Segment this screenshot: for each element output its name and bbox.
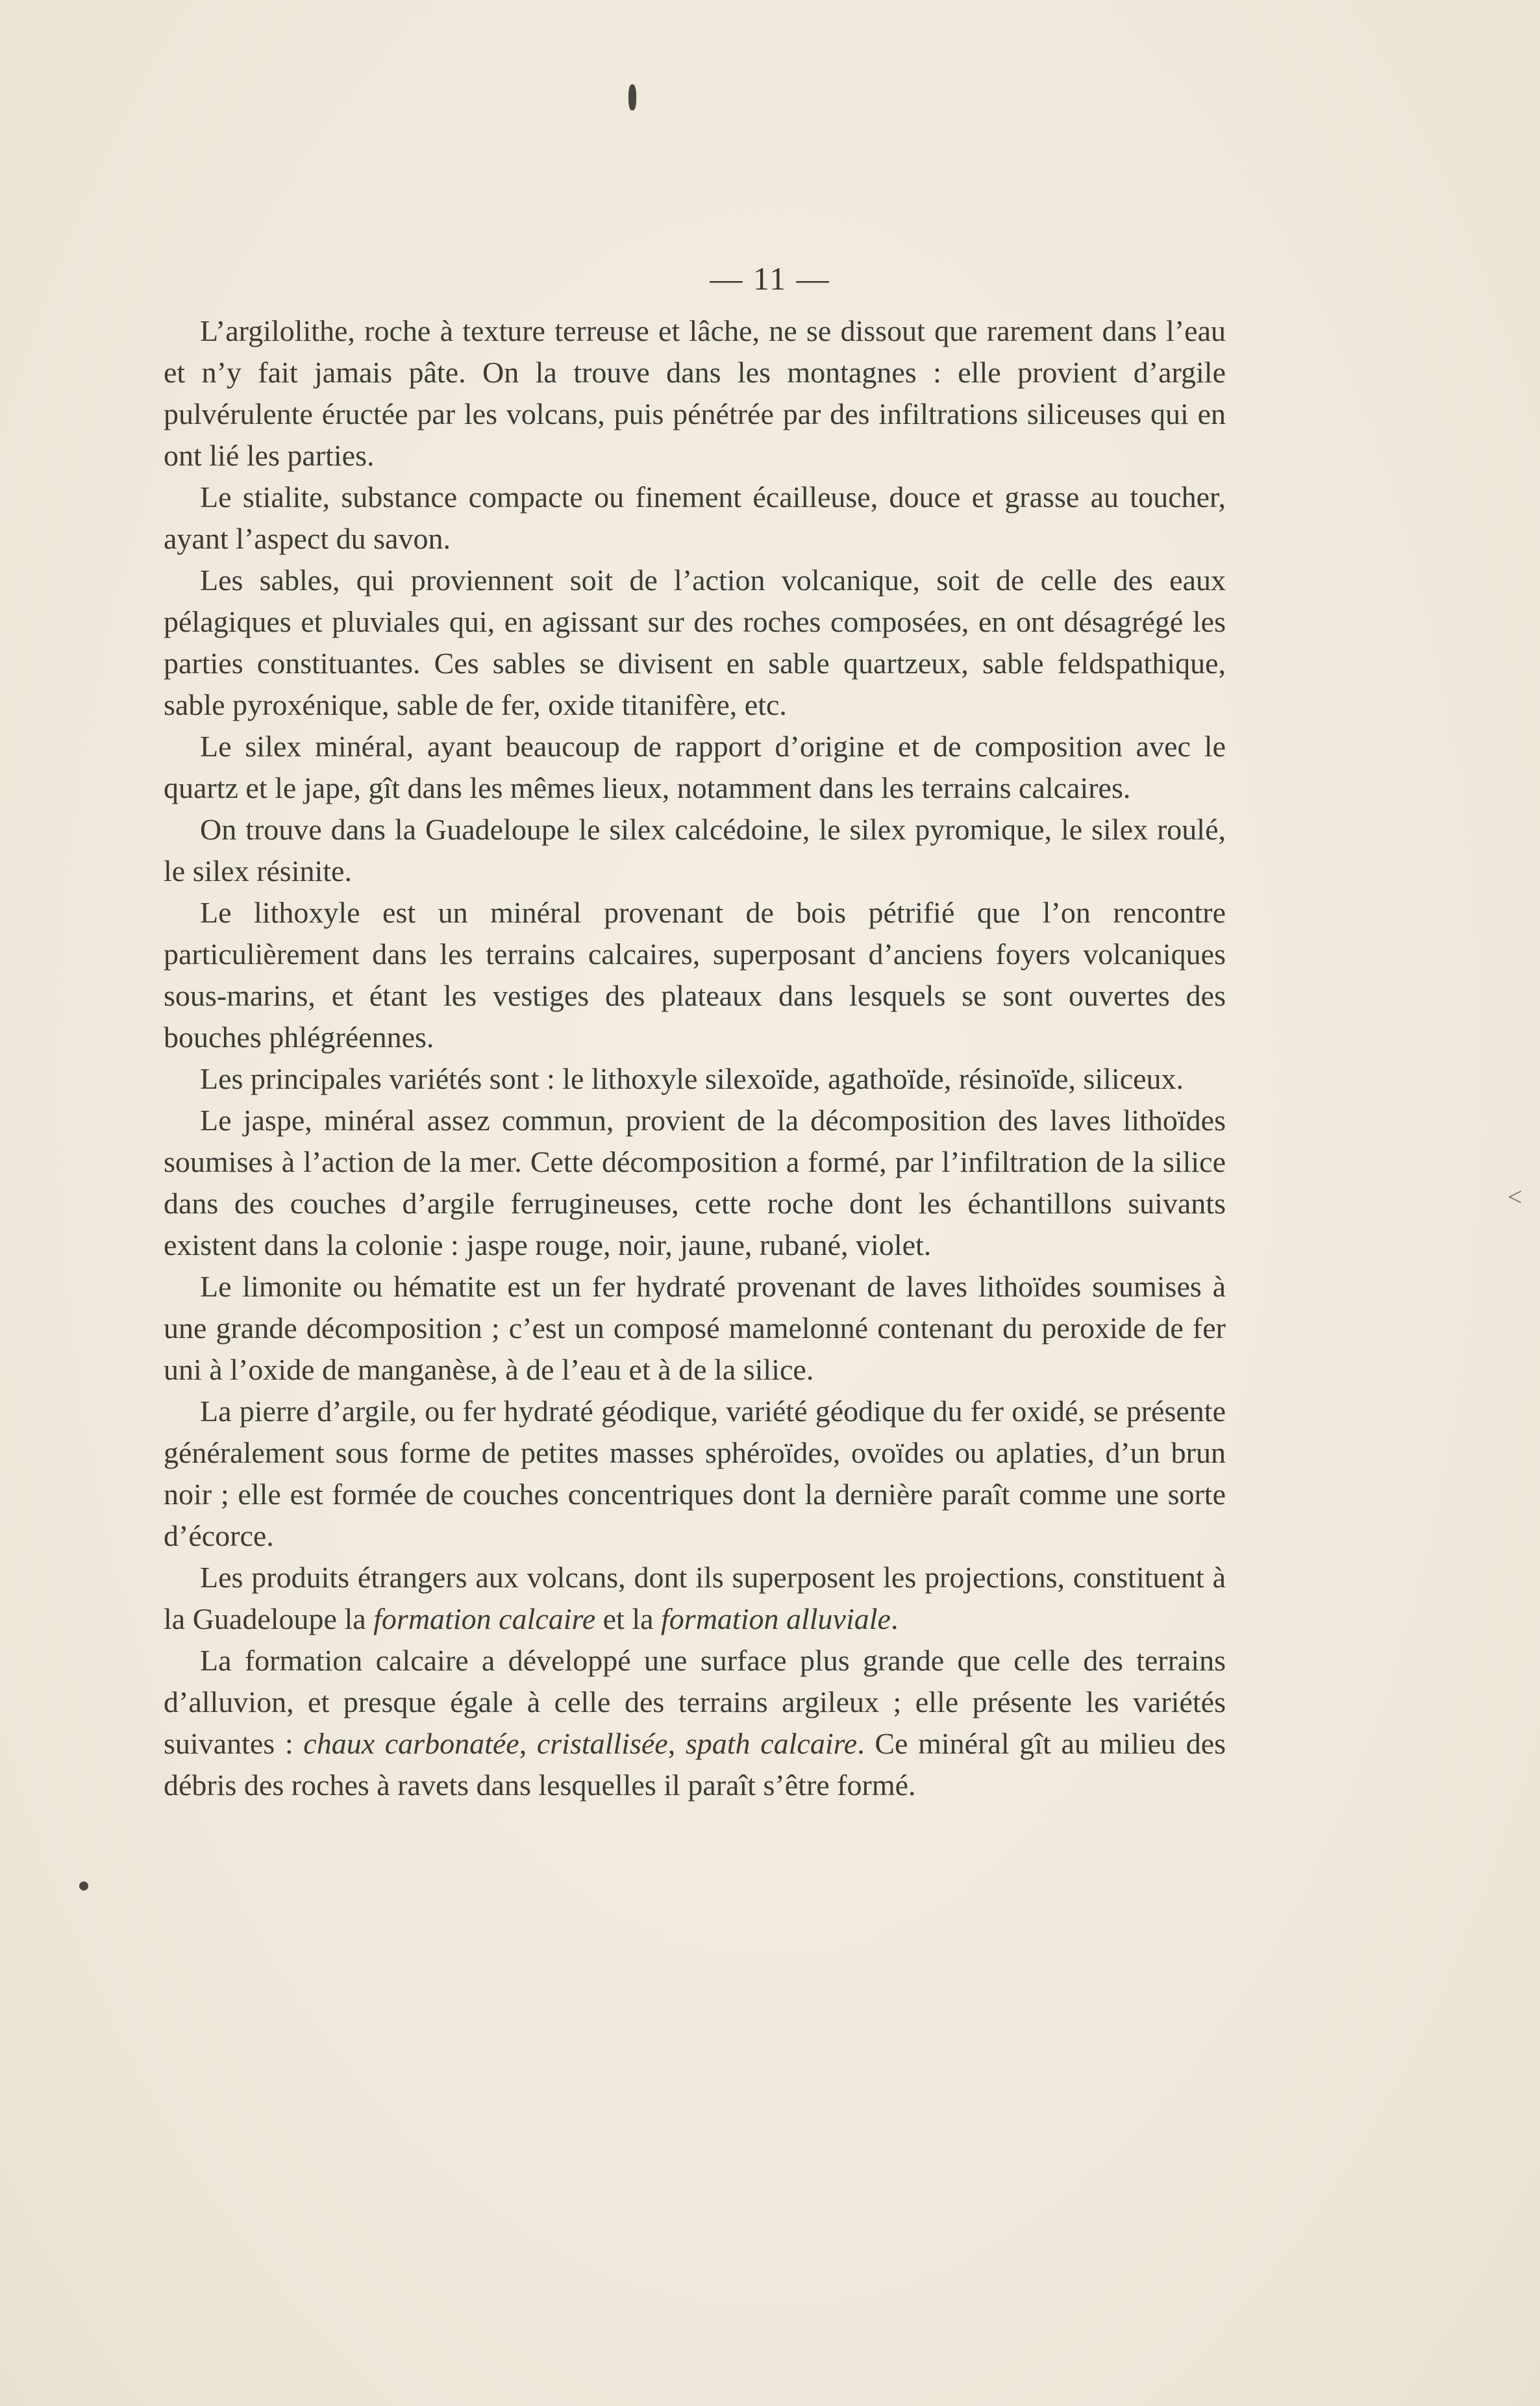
chaux-carbonatee-term: chaux carbonatée <box>303 1727 519 1760</box>
calcaire-text-before: La formation calcaire a développé une surface plus grande que celle des terrains d’alluvion, et presque égale à celle des terrains argileux ; elle présente les variétés suivantes : <box>164 1644 1226 1760</box>
paragraph-limonite: Le limonite ou hématite est un fer hydraté provenant de laves lithoïdes soumises à une grande décomposition ; c’est un composé mamelonné contenant du peroxide de fer uni à l’oxide de manganèse, à de l’eau et à de la silice. <box>164 1270 1226 1386</box>
formations-text-middle: et la <box>595 1602 662 1635</box>
body-text <box>164 310 1226 1806</box>
paragraph-silex-varieties: On trouve dans la Guadeloupe le silex calcédoine, le silex pyromique, le silex roulé, le silex résinite. <box>164 813 1226 887</box>
ink-speck-left <box>79 1881 88 1891</box>
paragraph-jaspe: Le jaspe, minéral assez commun, provient de la décomposition des laves lithoïdes soumises à l’action de la mer. Cette décomposition a formé, par l’infiltration de la silice dans des couches d’argile ferrugineuses, cette roche dont les échantillons suivants existent dans la colonie : jaspe rouge, noir, jaune, rubané, violet. <box>164 1104 1226 1261</box>
paragraph-lithoxyle: Le lithoxyle est un minéral provenant de bois pétrifié que l’on rencontre particulièrement dans les terrains calcaires, superposant d’anciens foyers volcaniques sous-marins, et étant les vestiges des plateaux dans lesquels se sont ouvertes des bouches phlégréennes. <box>164 896 1226 1054</box>
paragraph-lithoxyle-varieties: Les principales variétés sont : le lithoxyle silexoïde, agathoïde, résinoïde, siliceux. <box>200 1062 1184 1095</box>
formations-text-after: . <box>890 1602 899 1635</box>
paragraph-sables: Les sables, qui proviennent soit de l’action volcanique, soit de celle des eaux pélagiques et pluviales qui, en agissant sur des roches composées, en ont désagrégé les parties constituantes. Ces sables se divisent en sable quartzeux, sable feldspathique, sable pyroxénique, sable de fer, oxide titanifère, etc. <box>164 564 1226 721</box>
spath-calcaire-term: spath calcaire <box>685 1727 858 1760</box>
ink-speck-top <box>628 84 636 110</box>
formation-calcaire-term: formation calcaire <box>373 1602 596 1635</box>
paragraph-argilolithe: L’argilolithe, roche à texture terreuse et lâche, ne se dissout que rarement dans l’eau et n’y fait jamais pâte. On la trouve dans les montagnes : elle provient d’argile pulvérulente éructée par les volcans, puis pénétrée par des infiltrations siliceuses qui en ont lié les parties. <box>164 314 1226 472</box>
calcaire-separator-2: , <box>667 1727 686 1760</box>
page-number: — 11 — <box>710 260 830 297</box>
calcaire-text-after: . Ce minéral gît au milieu des débris des roches à ravets dans lesquelles il paraît s’être formé. <box>164 1727 1226 1802</box>
calcaire-separator-1: , <box>519 1727 537 1760</box>
paragraph-formations <box>164 1557 1226 1640</box>
formations-text-before: Les produits étrangers aux volcans, dont ils superposent les projections, constituent à la Guadeloupe la <box>164 1561 1226 1635</box>
formation-alluviale-term: formation alluviale <box>661 1602 891 1635</box>
paragraph-stialite: Le stialite, substance compacte ou finement écailleuse, douce et grasse au toucher, ayant l’aspect du savon. <box>164 480 1226 555</box>
paragraph-silex: Le silex minéral, ayant beaucoup de rapport d’origine et de composition avec le quartz et le jape, gît dans les mêmes lieux, notamment dans les terrains calcaires. <box>164 730 1226 804</box>
cristallisee-term: cristallisée <box>536 1727 668 1760</box>
paragraph-formation-calcaire <box>164 1640 1226 1806</box>
paragraph-pierre-argile: La pierre d’argile, ou fer hydraté géodique, variété géodique du fer oxidé, se présente généralement sous forme de petites masses sphéroïdes, ovoïdes ou aplaties, d’un brun noir ; elle est formée de couches concentriques dont la dernière paraît comme une sorte d’écorce. <box>164 1395 1226 1552</box>
margin-mark-right: < <box>1508 1182 1522 1211</box>
